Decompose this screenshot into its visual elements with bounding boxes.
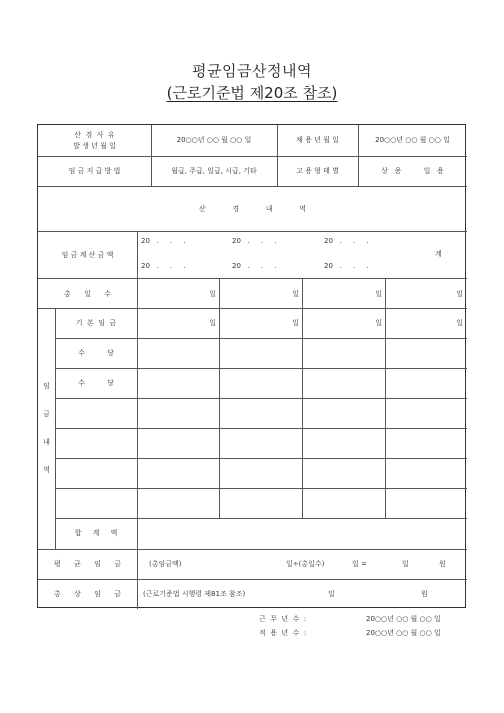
hire-date-label: 채 용 년 월 일 [296,136,339,144]
basic-wage-unit: 일 [292,319,299,327]
grid-line [38,156,467,157]
payment-method-label: 임 금 지 급 방 법 [68,167,121,175]
grid-line [38,278,467,279]
total-wage-amount: (총임금액) [149,560,182,568]
grid-line [137,231,138,278]
grid-line [55,428,467,429]
day-unit: 일 [328,590,335,598]
apply-years-label: 적 용 년 수 : [259,629,307,637]
employment-type-options[interactable]: 상 용 일 용 [381,167,444,175]
wage-calculation-form [37,124,466,608]
average-wage-label: 평 균 임 금 [53,560,122,568]
grid-line [358,125,359,186]
compensation-wage-label: 총 상 임 금 [53,590,122,598]
period-end-3[interactable]: 20 . . . [324,262,369,270]
won-unit: 원 [439,560,446,568]
hire-date-field[interactable]: 20○○년 ○○ 월 ○○ 일 [375,136,450,144]
period-start-3[interactable]: 20 . . . [324,237,369,245]
grid-line [55,338,467,339]
grid-line [277,125,278,186]
side-label-char: 임 [43,382,50,390]
grid-line [38,231,467,232]
basic-wage-unit: 일 [456,319,463,327]
section-header: 산 경 내 역 [198,205,307,213]
days-equals: 일 = [352,560,367,568]
occurrence-date-field[interactable]: 20○○년 ○○ 월 ○○ 일 [176,136,252,144]
cause-label: 산 경 사 유 [74,131,115,139]
side-label-char: 금 [43,410,50,418]
total-amount-label: 합 계 액 [74,529,118,537]
grid-line [55,398,467,399]
grid-line [219,278,220,518]
work-years-value[interactable]: 20○○년 ○○ 월 ○○ 일 [366,615,441,623]
document-title: 평균임금산정내역 [192,62,312,80]
wage-total-label: 계 [435,250,442,258]
employment-type-label: 고 용 형 태 별 [296,167,339,175]
basic-wage-unit: 일 [209,319,216,327]
days-unit: 일 [209,290,216,298]
grid-line [38,579,467,580]
grid-line [38,308,467,309]
basic-wage-unit: 일 [375,319,382,327]
allowance-label: 수 당 [78,379,114,387]
document-subtitle [0,82,504,103]
grid-line [38,549,467,550]
apply-years-value[interactable]: 20○○년 ○○ 월 ○○ 일 [366,629,441,637]
grid-line [385,278,386,518]
wage-calc-label: 임 금 계 산 금 액 [61,251,114,259]
grid-line [151,125,152,186]
side-label-char: 역 [43,466,50,474]
period-start-2[interactable]: 20 . . . [232,237,277,245]
won-unit: 원 [421,590,428,598]
days-divider: 일÷(총일수) [286,560,325,568]
grid-line [55,368,467,369]
grid-line [137,549,138,609]
day-unit: 일 [402,560,409,568]
period-end-2[interactable]: 20 . . . [232,262,277,270]
days-unit: 일 [456,290,463,298]
grid-line [55,458,467,459]
grid-line [55,308,56,549]
compensation-reference: (근로기준법 시행령 제81조 참조) [143,590,246,598]
payment-method-options[interactable]: 월급, 주급, 일급, 시급, 기타 [171,167,257,175]
occurrence-date-label: 발 생 년 월 일 [73,142,116,150]
work-years-label: 근 무 년 수 : [259,615,307,623]
basic-wage-label: 기 본 임 금 [75,319,117,327]
side-label-char: 내 [43,438,50,446]
grid-line [302,278,303,518]
days-unit: 일 [292,290,299,298]
grid-line [55,488,467,489]
grid-line [55,518,467,519]
subtitle-text: (근로기준법 제20조 참조) [166,84,338,102]
days-unit: 일 [375,290,382,298]
allowance-label: 수 당 [78,349,114,357]
period-start-1[interactable]: 20 . . . [141,237,186,245]
period-end-1[interactable]: 20 . . . [141,262,186,270]
grid-line [38,186,467,187]
total-days-label: 총 일 수 [64,290,111,298]
